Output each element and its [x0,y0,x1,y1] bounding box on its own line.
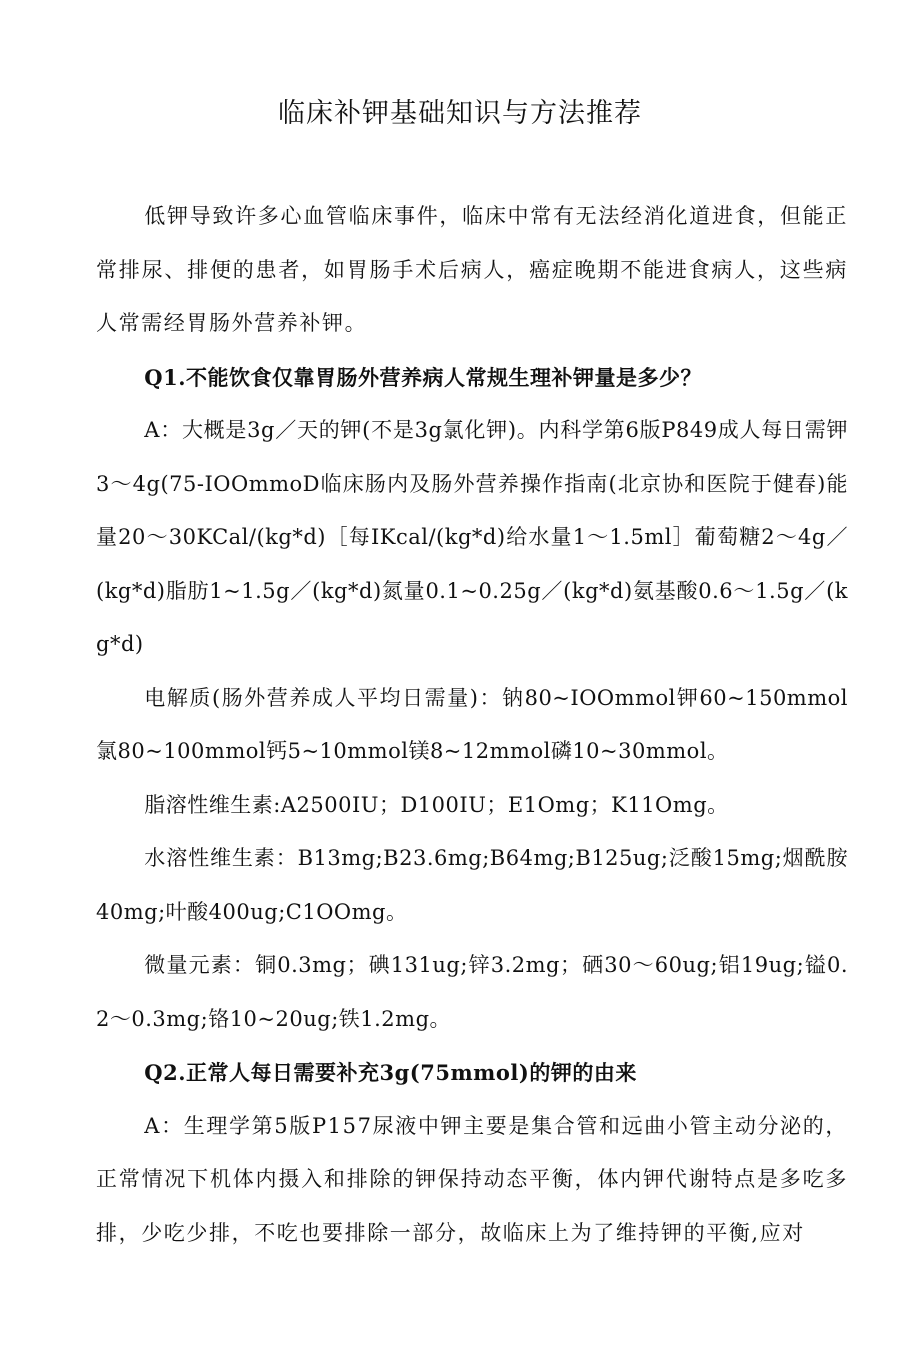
document-title: 临床补钾基础知识与方法推荐 [278,98,642,129]
intro-paragraph: 低钾导致许多心血管临床事件，临床中常有无法经消化道进食，但能正常排尿、排便的患者，如胃肠手术后病人，癌症晚期不能进食病人，这些病人常需经胃肠外营养补钾。 [96,204,848,335]
fat-soluble-vitamins-paragraph: 脂溶性维生素:A2500IU；D100IU；E1Omg；K11Omg。 [144,792,729,817]
answer-2-paragraph: A：生理学第5版P157尿液中钾主要是集合管和远曲小管主动分泌的，正常情况下机体内摄入和排除的钾保持动态平衡，体内钾代谢特点是多吃多排，少吃少排，不吃也要排除一部分，故临床上为了维持钾的平衡,应对 [96,1113,848,1245]
question-1-heading: Q1.不能饮食仅靠胃肠外营养病人常规生理补钾量是多少？ [144,364,703,390]
document-body [96,190,848,1260]
answer-1-paragraph: A：大概是3g／天的钾(不是3g氯化钾)。内科学第6版P849成人每日需钾3～4g(75-IOOmmoD临床肠内及肠外营养操作指南(北京协和医院于健春)能量20～30KCal/(kg*d)［每IKcal/(kg*d)给水量1～1.5ml］葡萄糖2～4g／(kg*d)脂肪1~1.5g／(kg*d)氮量0.1~0.25g／(kg*d)氨基酸0.6～1.5g／(kg*d) [96,418,848,656]
water-soluble-vitamins-paragraph: 水溶性维生素：B13mg;B23.6mg;B64mg;B125ug;泛酸15mg;烟酰胺40mg;叶酸400ug;C1OOmg。 [96,846,848,924]
electrolytes-paragraph: 电解质(肠外营养成人平均日需量)：钠80~IOOmmol钾60~150mmol氯80~100mmol钙5~10mmol镁8~12mmol磷10~30mmol。 [96,685,848,763]
question-2-heading: Q2.正常人每日需要补充3g(75mmol)的钾的由来 [144,1060,637,1085]
trace-elements-paragraph: 微量元素：铜0.3mg；碘131ug;锌3.2mg；硒30～60ug;铝19ug;镒0.2～0.3mg;铬10~20ug;铁1.2mg。 [96,953,848,1031]
